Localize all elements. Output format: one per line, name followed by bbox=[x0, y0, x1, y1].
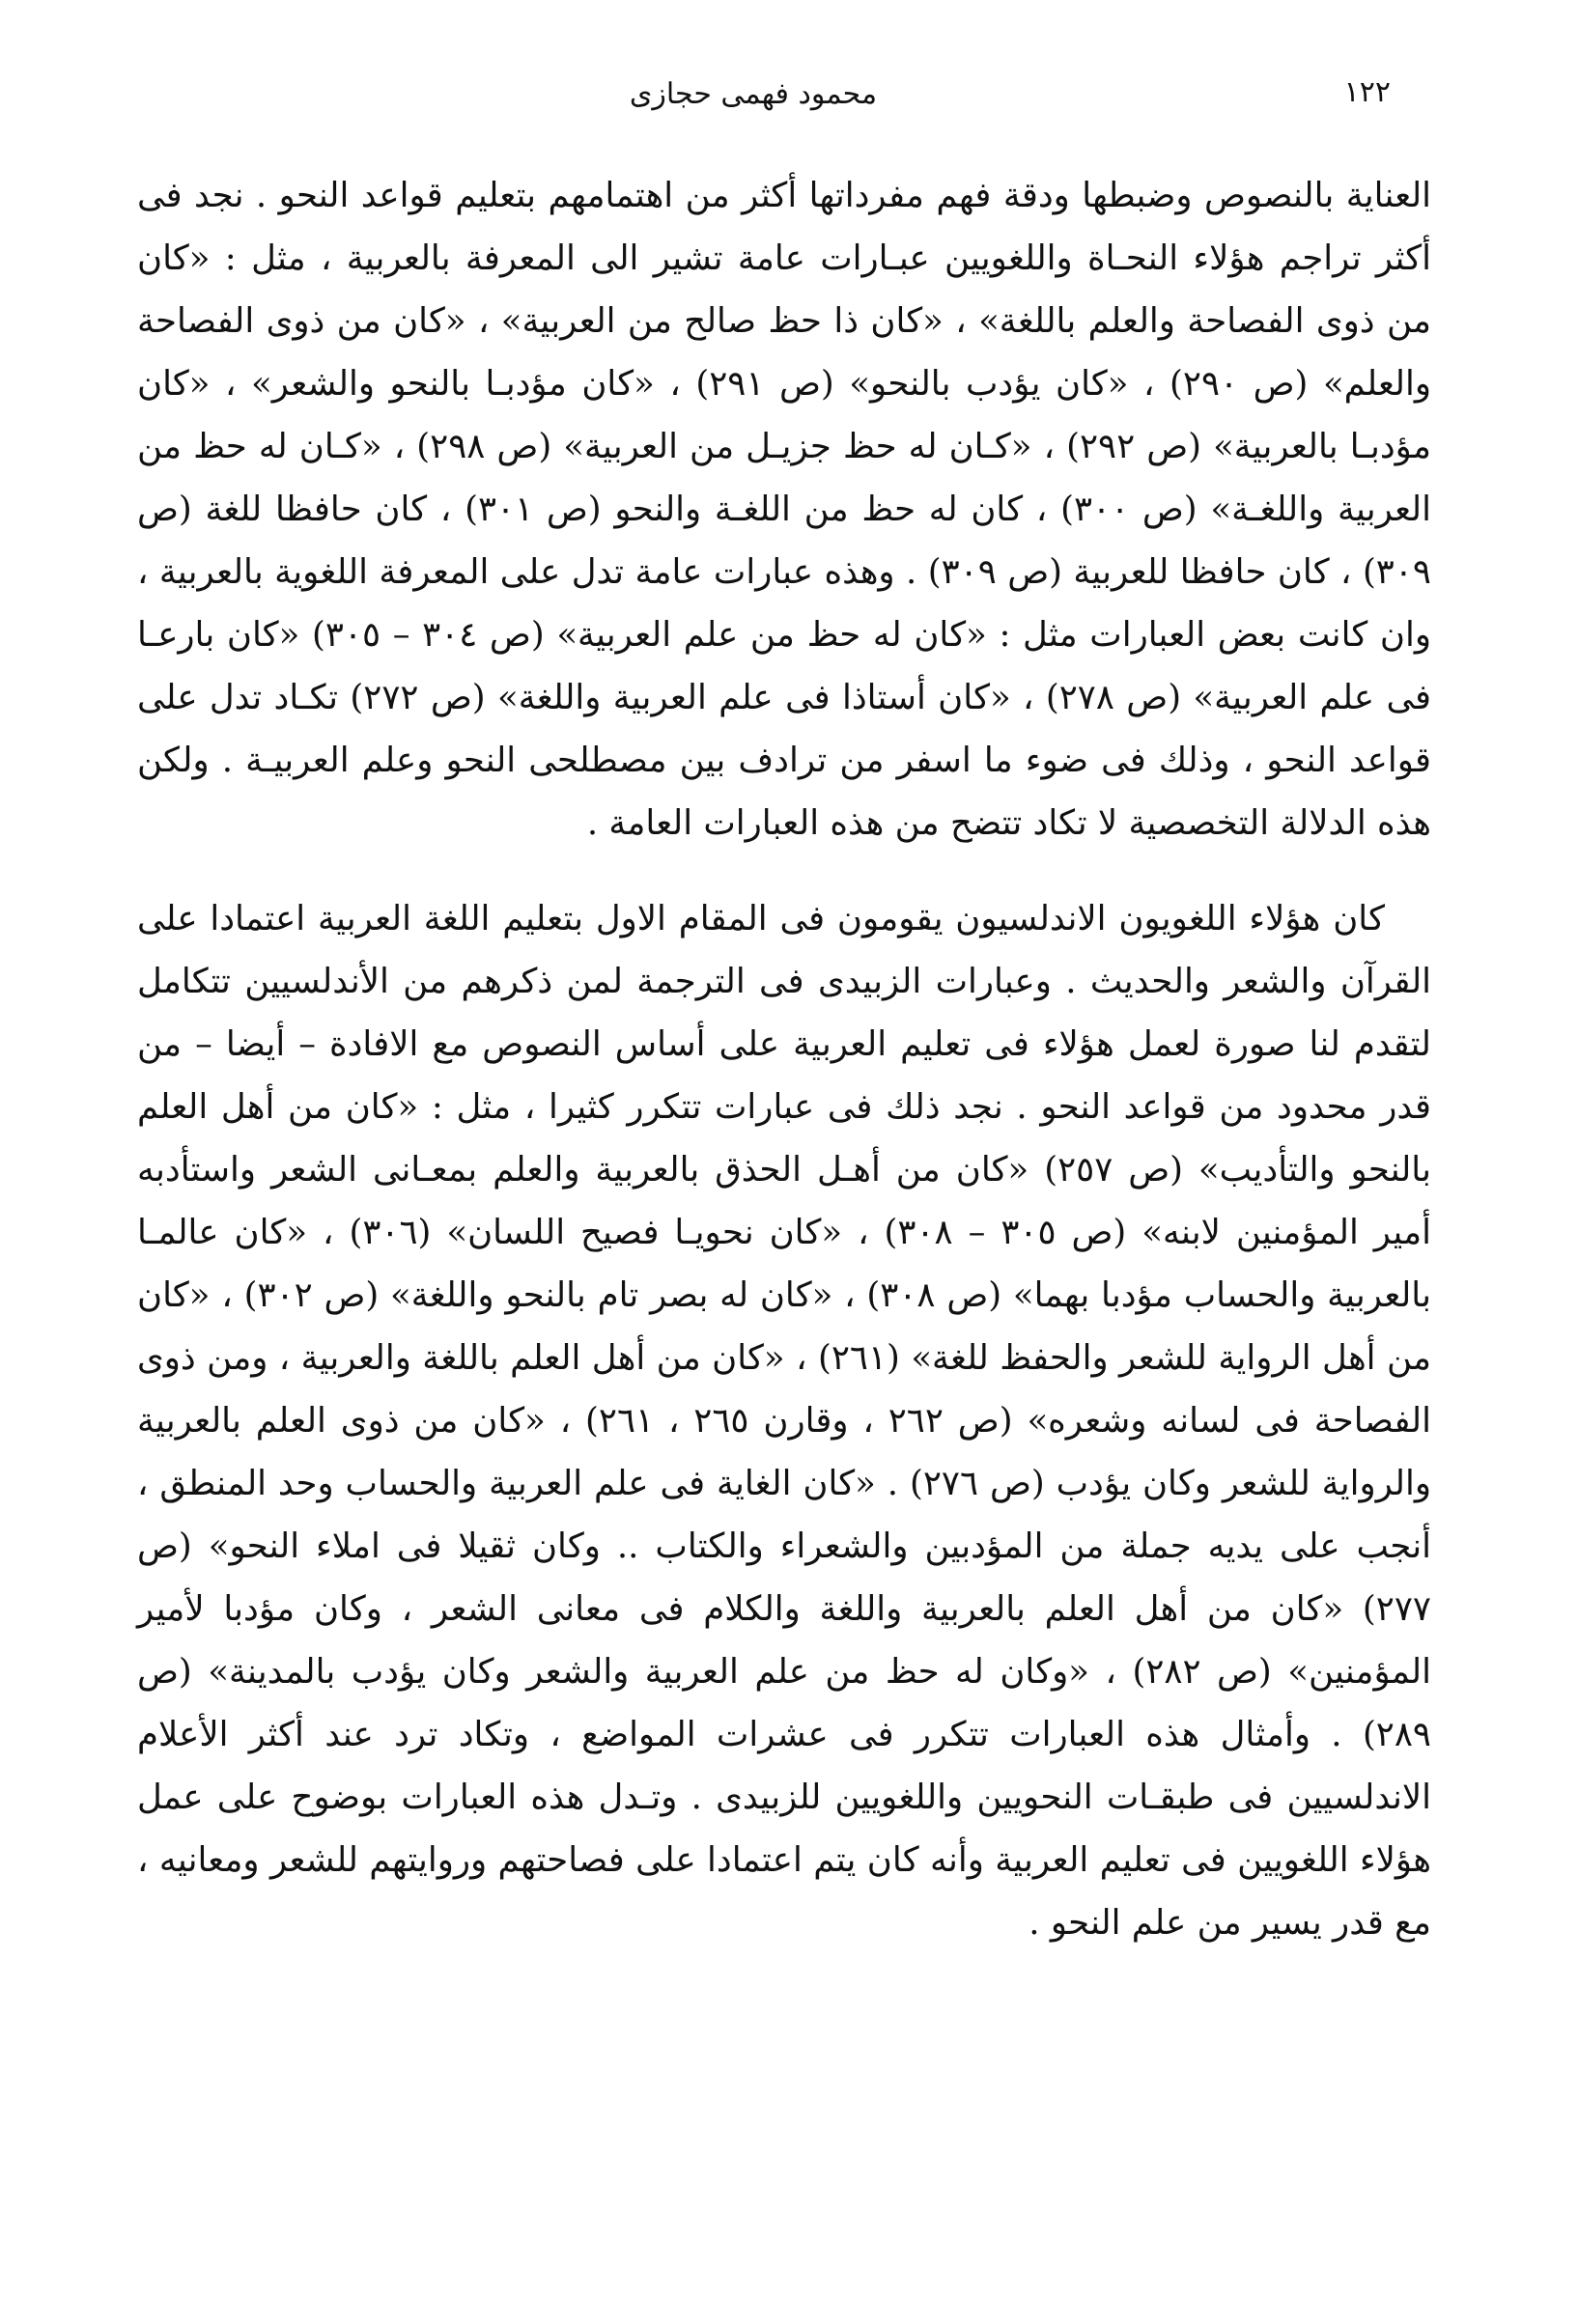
paragraph-1: العناية بالنصوص وضبطها ودقة فهم مفرداتها أكثر من اهتمامهم بتعليم قواعد النحو . نجد فى أكثر تراجم هؤلاء النحـاة واللغويين عبـارات عامة تشير الى المعرفة بالعربية ، مثل : «كان من ذوى الفصاحة والعلم باللغة» ، «كان ذا حظ صالح من العربية» ، «كان من ذوى الفصاحة والعلم» (ص ٢٩٠) ، «كان يؤدب بالنحو» (ص ٢٩١) ، «كان مؤدبـا بالنحو والشعر» ، «كان مؤدبـا بالعربية» (ص ٢٩٢) ، «كـان له حظ جزيـل من العربية» (ص ٢٩٨) ، «كـان له حظ من العربية واللغـة» (ص ٣٠٠) ، كان له حظ من اللغـة والنحو (ص ٣٠١) ، كان حافظا للغة (ص ٣٠٩) ، كان حافظا للعربية (ص ٣٠٩) . وهذه عبارات عامة تدل على المعرفة اللغوية بالعربية ، وان كانت بعض العبارات مثل : «كان له حظ من علم العربية» (ص ٣٠٤ – ٣٠٥) «كان بارعـا فى علم العربية» (ص ٢٧٨) ، «كان أستاذا فى علم العربية واللغة» (ص ٢٧٢) تكـاد تدل على قواعد النحو ، وذلك فى ضوء ما اسفر من ترادف بين مصطلحى النحو وعلم العربيـة . ولكن هذه الدلالة التخصصية لا تكاد تتضح من هذه العبارات العامة . bbox=[137, 176, 1432, 843]
running-title: محمود فهمى حجازى bbox=[629, 77, 878, 111]
page-header bbox=[116, 70, 1391, 127]
paragraph-2: كان هؤلاء اللغويون الاندلسيون يقومون فى المقام الاول بتعليم اللغة العربية اعتمادا على القرآن والشعر والحديث . وعبارات الزبيدى فى الترجمة لمن ذكرهم من الأندلسيين تتكامل لتقدم لنا صورة لعمل هؤلاء فى تعليم العربية على أساس النصوص مع الافادة – أيضا – من قدر محدود من قواعد النحو . نجد ذلك فى عبارات تتكرر كثيرا ، مثل : «كان من أهل العلم بالنحو والتأديب» (ص ٢٥٧) «كان من أهـل الحذق بالعربية والعلم بمعـانى الشعر واستأدبه أمير المؤمنين لابنه» (ص ٣٠٥ – ٣٠٨) ، «كان نحويـا فصيح اللسان» (٣٠٦) ، «كان عالمـا بالعربية والحساب مؤدبا بهما» (ص ٣٠٨) ، «كان له بصر تام بالنحو واللغة» (ص ٣٠٢) ، «كان من أهل الرواية للشعر والحفظ للغة» (٢٦١) ، «كان من أهل العلم باللغة والعربية ، ومن ذوى الفصاحة فى لسانه وشعره» (ص ٢٦٢ ، وقارن ٢٦٥ ، ٢٦١) ، «كان من ذوى العلم بالعربية والرواية للشعر وكان يؤدب (ص ٢٧٦) . «كان الغاية فى علم العربية والحساب وحد المنطق ، أنجب على يديه جملة من المؤدبين والشعراء والكتاب .. وكان ثقيلا فى املاء النحو» (ص ٢٧٧) «كان من أهل العلم بالعربية واللغة والكلام فى معانى الشعر ، وكان مؤدبا لأمير المؤمنين» (ص ٢٨٢) ، «وكان له حظ من علم العربية والشعر وكان يؤدب بالمدينة» (ص ٢٨٩) . وأمثال هذه العبارات تتكرر فى عشرات المواضع ، وتكاد ترد عند أكثر الأعلام الاندلسيين فى طبقـات النحويين واللغويين للزبيدى . وتـدل هذه العبارات بوضوح على عمل هؤلاء اللغويين فى تعليم العربية وأنه كان يتم اعتمادا على فصاحتهم وروايتهم للشعر ومعانيه ، مع قدر يسير من علم النحو . bbox=[137, 899, 1432, 1943]
page-number: ١٢٢ bbox=[1343, 75, 1391, 109]
body-text bbox=[137, 164, 1431, 1954]
